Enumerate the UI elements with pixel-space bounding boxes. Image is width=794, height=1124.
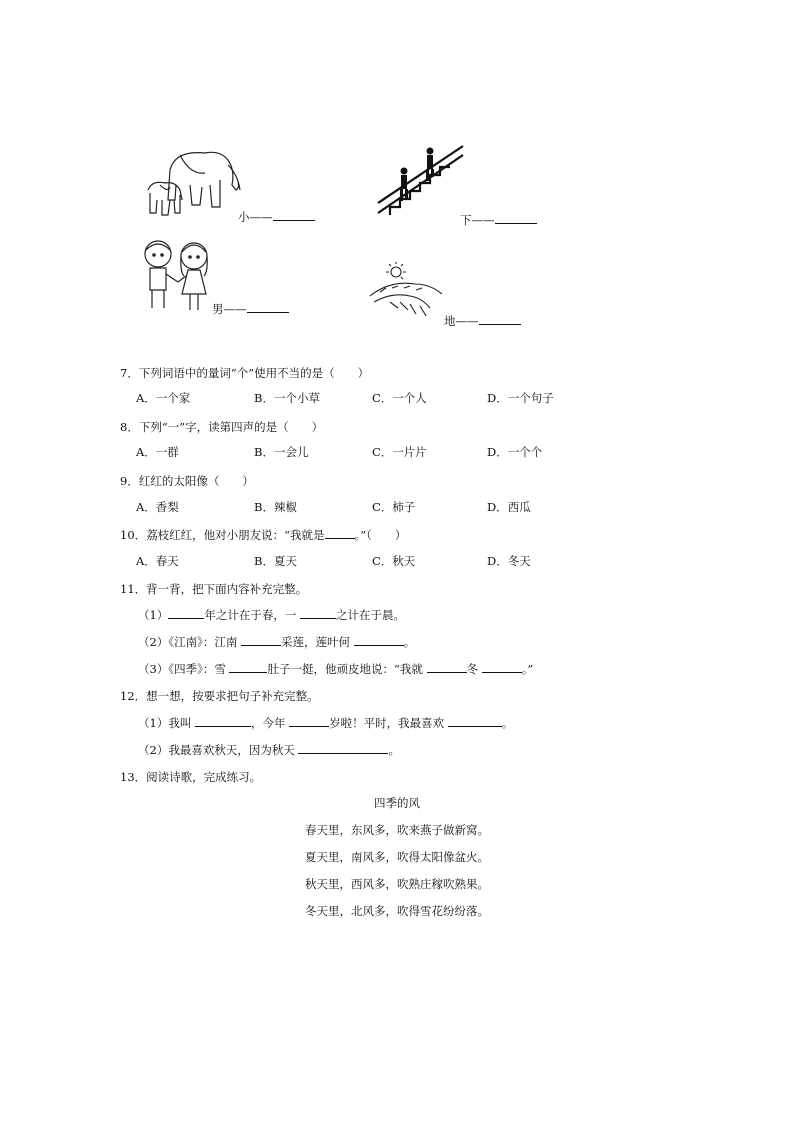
q10-option-d[interactable]: D．冬天: [487, 554, 531, 568]
q11-line-3: （3）《四季》：雪 肚子一挺，他顽皮地说：“我就 冬 。”: [138, 662, 534, 676]
q9-option-d[interactable]: D．西瓜: [487, 500, 531, 514]
q12-blank-3[interactable]: [448, 715, 502, 727]
q12-blank-4[interactable]: [298, 742, 388, 754]
q11-blank-4[interactable]: [354, 634, 404, 646]
picture-label-4: 地——: [444, 314, 479, 328]
q12-blank-1[interactable]: [195, 715, 251, 727]
poem-line-2: 夏天里，南风多，吹得太阳像盆火。: [305, 850, 489, 864]
q7-option-a[interactable]: A．一个家: [136, 391, 191, 405]
q11-blank-6[interactable]: [427, 661, 467, 673]
q11-blank-1[interactable]: [168, 607, 204, 619]
q10-option-c[interactable]: C．秋天: [372, 554, 416, 568]
picture-label-2: 下——: [460, 213, 495, 227]
question-9-stem: 9．红红的太阳像（ ）: [120, 474, 254, 488]
q11-line-1: （1） 年之计在于春，一 之计在于晨。: [138, 608, 405, 622]
children-icon: [138, 238, 218, 313]
poem-title: 四季的风: [374, 796, 420, 810]
stairs-icon: [378, 143, 463, 218]
q10-option-a[interactable]: A．春天: [136, 554, 179, 568]
q9-option-a[interactable]: A．香梨: [136, 500, 179, 514]
q7-option-d[interactable]: D．一个句子: [487, 391, 554, 405]
q8-option-b[interactable]: B．一会儿: [254, 445, 309, 459]
q7-option-b[interactable]: B．一个小草: [254, 391, 320, 405]
q10-option-b[interactable]: B．夏天: [254, 554, 297, 568]
picture-label-3: 男——: [212, 302, 247, 316]
answer-blank-2[interactable]: [495, 212, 537, 224]
sunrise-landscape-icon: [370, 262, 450, 322]
q10-blank[interactable]: [325, 527, 355, 539]
q12-line-2: （2）我最喜欢秋天，因为秋天 。: [138, 743, 400, 757]
question-12-stem: 12．想一想，按要求把句子补充完整。: [120, 689, 319, 703]
question-11-stem: 11．背一背，把下面内容补充完整。: [120, 582, 308, 596]
picture-label-1: 小——: [238, 210, 273, 224]
elephant-icon: [140, 145, 240, 220]
q9-option-c[interactable]: C．柿子: [372, 500, 416, 514]
q11-blank-2[interactable]: [300, 607, 336, 619]
q11-blank-7[interactable]: [482, 661, 522, 673]
q11-line-2: （2）《江南》：江南 采莲，莲叶何 。: [138, 635, 416, 649]
answer-blank-4[interactable]: [479, 313, 521, 325]
question-10-stem: 10．荔枝红红，他对小朋友说：“我就是 。”（ ）: [120, 528, 407, 542]
question-8-stem: 8．下列“一”字，读第四声的是（ ）: [120, 420, 324, 434]
q8-option-d[interactable]: D．一个个: [487, 445, 543, 459]
q11-blank-3[interactable]: [241, 634, 281, 646]
answer-blank-3[interactable]: [247, 301, 289, 313]
poem-line-3: 秋天里，西风多，吹熟庄稼吹熟果。: [305, 877, 489, 891]
q8-option-c[interactable]: C．一片片: [372, 445, 427, 459]
answer-blank-1[interactable]: [273, 209, 315, 221]
q12-line-1: （1）我叫 ，今年 岁啦！平时，我最喜欢 。: [138, 716, 514, 730]
question-7-stem: 7．下列词语中的量词“个”使用不当的是（ ）: [120, 366, 370, 380]
q9-option-b[interactable]: B．辣椒: [254, 500, 297, 514]
q11-blank-5[interactable]: [229, 661, 267, 673]
question-13-stem: 13．阅读诗歌，完成练习。: [120, 770, 262, 784]
poem-line-1: 春天里，东风多，吹来燕子做新窝。: [305, 823, 489, 837]
q12-blank-2[interactable]: [289, 715, 329, 727]
q7-option-c[interactable]: C．一个人: [372, 391, 427, 405]
poem-line-4: 冬天里，北风多，吹得雪花纷纷落。: [305, 904, 489, 918]
q8-option-a[interactable]: A．一群: [136, 445, 179, 459]
